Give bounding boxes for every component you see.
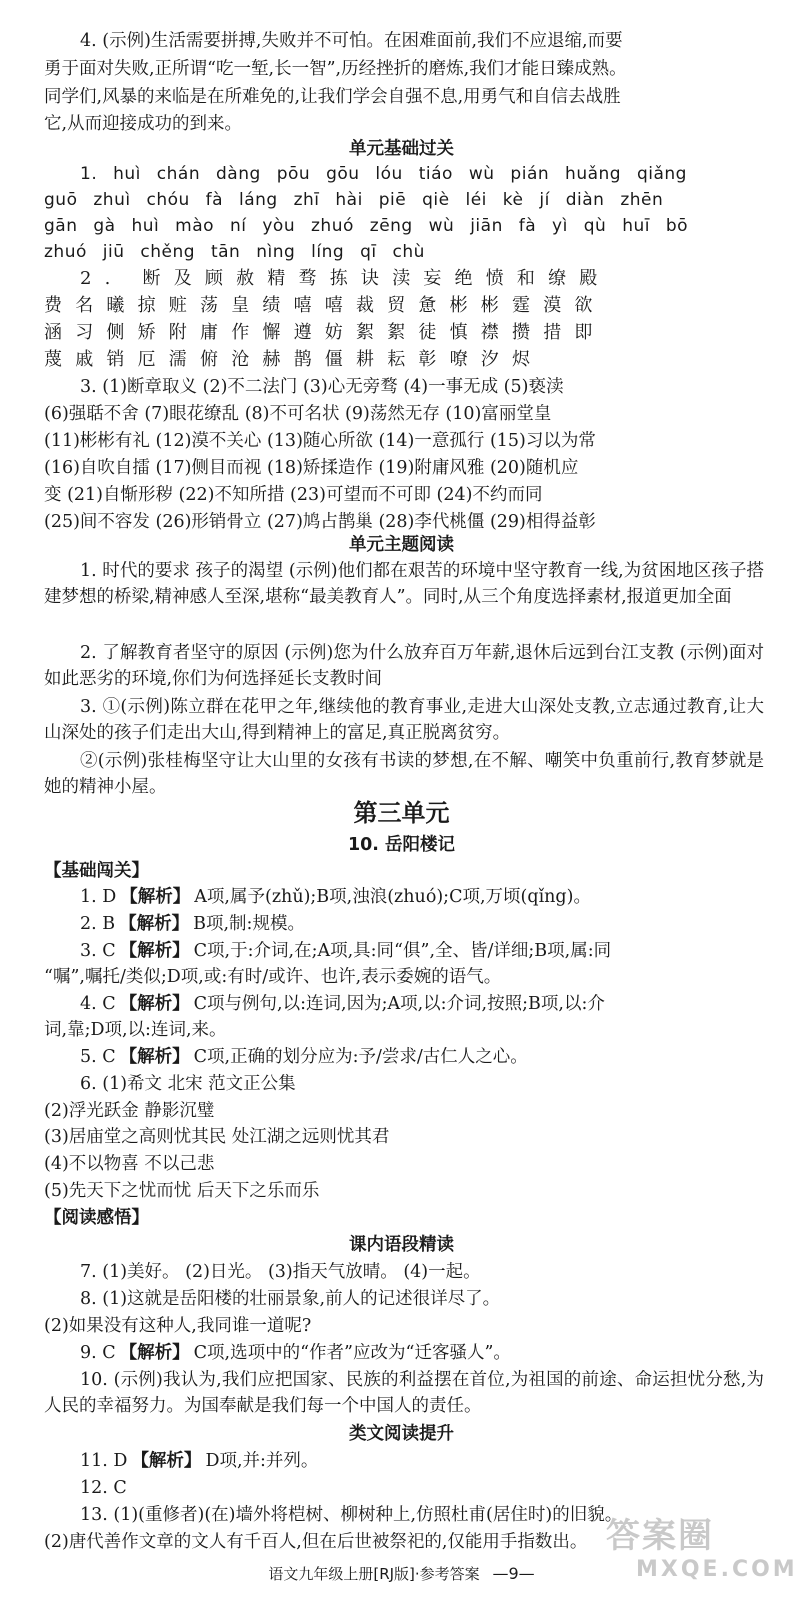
answer-13b: (2)唐代善作文章的文人有千百人,但在后世被祭祀的,仅能用手指数出。 xyxy=(44,1532,588,1552)
answer-text: C项,选项中的“作者”应改为“迁客骚人”。 xyxy=(193,1343,511,1363)
footer-label: 语文九年级上册[RJ版]·参考答案 xyxy=(268,1565,480,1583)
reading-answer-3b: ②(示例)张桂梅坚守让大山里的女孩有书读的梦想,在不解、嘲笑中负重前行,教育梦就是她的精神小屋。 xyxy=(44,751,764,797)
page-number: —9— xyxy=(492,1564,535,1583)
subsection-title-extended: 类文阅读提升 xyxy=(349,1424,454,1444)
answer-2 xyxy=(80,911,800,937)
basic-section-head: 【基础闯关】 xyxy=(44,861,149,881)
chars-line: 蔑戚销厄濡俯沧赫鹊僵耕耘彰嘹汐烬 xyxy=(44,349,544,370)
reading-answer-1: 1. 时代的要求 孩子的渴望 (示例)他们都在艰苦的环境中坚守教育一线,为贫困地区孩子搭建梦想的桥梁,精神感人至深,堪称“最美教育人”。同时,从三个角度选择素材,报道更加全面 xyxy=(44,561,764,607)
answer-text: A项,属予(zhǔ);B项,浊浪(zhuó);C项,万顷(qǐng)。 xyxy=(194,887,591,907)
answer-3 xyxy=(80,938,800,964)
jiexi-label: 【解析】 xyxy=(120,887,191,907)
answer-9 xyxy=(80,1340,800,1366)
answer-11 xyxy=(80,1448,800,1474)
answer-6-line: 6. (1)希文 北宋 范文正公集 xyxy=(80,1074,296,1094)
idiom-line: (16)自吹自擂 (17)侧目而视 (18)矫揉造作 (19)附庸风雅 (20)随机应 xyxy=(44,458,579,478)
idiom-line: (11)彬彬有礼 (12)漠不关心 (13)随心所欲 (14)一意孤行 (15)习以为常 xyxy=(44,431,596,451)
pinyin-line: gān gà huì mào ní yòu zhuó zēng wù jiān fà yì qù huī bō xyxy=(44,216,689,236)
answer-8b: (2)如果没有这种人,我同谁一道呢? xyxy=(44,1316,312,1336)
jiexi-label: 【解析】 xyxy=(119,941,190,961)
answer-1 xyxy=(80,884,800,910)
answer-10: 10. (示例)我认为,我们应把国家、民族的利益摆在首位,为祖国的前途、命运担忧分愁,为人民的幸福努力。为国奉献是我们每一个中国人的责任。 xyxy=(44,1370,764,1416)
intro-line-2: 勇于面对失败,正所谓“吃一堑,长一智”,历经挫折的磨炼,我们才能日臻成熟。 xyxy=(44,59,627,79)
answer-5 xyxy=(80,1044,800,1070)
subsection-title-inclass: 课内语段精读 xyxy=(349,1235,454,1255)
intro-line-3: 同学们,风暴的来临是在所难免的,让我们学会自强不息,用勇气和自信去战胜 xyxy=(44,87,621,107)
answer-num: 2. B xyxy=(80,914,116,934)
answer-7: 7. (1)美好。 (2)日光。 (3)指天气放晴。 (4)一起。 xyxy=(80,1262,481,1282)
idiom-line: (6)强聒不舍 (7)眼花缭乱 (8)不可名状 (9)荡然无存 (10)富丽堂皇 xyxy=(44,404,552,424)
reading-answer-3a: 3. ①(示例)陈立群在花甲之年,继续他的教育事业,走进大山深处支教,立志通过教育,让大山深处的孩子们走出大山,得到精神上的富足,真正脱离贫穷。 xyxy=(44,697,764,743)
answer-num: 9. C xyxy=(80,1343,116,1363)
chars-line: 涵习侧矫附庸作懈遵妨絮絮徒慎襟攒措即 xyxy=(44,322,606,343)
site-watermark xyxy=(606,1508,796,1598)
answer-num: 4. C xyxy=(80,994,116,1014)
pinyin-line: 1. huì chán dàng pōu gōu lóu tiáo wù pián huǎng qiǎng xyxy=(80,164,687,184)
answer-6-line: (2)浮光跃金 静影沉璧 xyxy=(44,1101,215,1121)
answer-12: 12. C xyxy=(80,1478,127,1498)
answer-text: C项与例句,以:连词,因为;A项,以:介词,按照;B项,以:介 xyxy=(193,994,605,1014)
watermark-cn: 答案圈 xyxy=(606,1516,714,1556)
answer-num: 1. D xyxy=(80,887,117,907)
watermark-en: MXQE.COM xyxy=(636,1557,798,1582)
answer-3-cont: “嘱”,嘱托/类似;D项,或:有时/或许、也许,表示委婉的语气。 xyxy=(44,967,502,987)
reading-section-head: 【阅读感悟】 xyxy=(44,1208,149,1228)
answer-text: C项,于:介词,在;A项,具:同“俱”,全、皆/详细;B项,属:同 xyxy=(193,941,612,961)
answer-text: B项,制:规模。 xyxy=(193,914,305,934)
intro-line-4: 它,从而迎接成功的到来。 xyxy=(44,114,243,134)
pinyin-line: zhuó jiū chěng tān nìng líng qī chù xyxy=(44,242,425,262)
answer-6-line: (5)先天下之忧而忧 后天下之乐而乐 xyxy=(44,1181,320,1201)
jiexi-label: 【解析】 xyxy=(119,994,190,1014)
answer-4-cont: 词,靠;D项,以:连词,来。 xyxy=(44,1020,227,1040)
jiexi-label: 【解析】 xyxy=(119,1343,190,1363)
intro-line-1: 4. (示例)生活需要拼搏,失败并不可怕。在困难面前,我们不应退缩,而要 xyxy=(80,31,623,51)
answer-6-line: (4)不以物喜 不以己悲 xyxy=(44,1154,215,1174)
chars-line: 费名曦掠赃荡皇绩嘻嘻裁贸惫彬彬霆漠欲 xyxy=(44,295,606,316)
pinyin-line: guō zhuì chóu fà láng zhī hài piē qiè léi kè jí diàn zhēn xyxy=(44,190,664,210)
answer-6-line: (3)居庙堂之高则忧其民 处江湖之远则忧其君 xyxy=(44,1127,390,1147)
reading-answer-2: 2. 了解教育者坚守的原因 (示例)您为什么放弃百万年薪,退休后远到台江支教 (示例)面对如此恶劣的环境,你们为何选择延长支教时间 xyxy=(44,643,764,689)
idiom-line: 3. (1)断章取义 (2)不二法门 (3)心无旁骛 (4)一事无成 (5)亵渎 xyxy=(80,377,564,397)
answer-13a: 13. (1)(重修者)(在)墙外将桤树、柳树种上,仿照杜甫(居住时)的旧貌。 xyxy=(80,1505,623,1525)
section-title-unit-basic: 单元基础过关 xyxy=(349,139,454,159)
jiexi-label: 【解析】 xyxy=(119,914,190,934)
answer-num: 3. C xyxy=(80,941,116,961)
unit-three-title: 第三单元 xyxy=(353,799,450,827)
idiom-line: (25)间不容发 (26)形销骨立 (27)鸠占鹊巢 (28)李代桃僵 (29)相得益彰 xyxy=(44,512,596,532)
idiom-line: 变 (21)自惭形秽 (22)不知所措 (23)可望而不可即 (24)不约而同 xyxy=(44,485,543,505)
chars-line: 2. 断及顾赦精骛拣诀渎妄绝愤和缭殿 xyxy=(80,268,611,289)
jiexi-label: 【解析】 xyxy=(119,1047,190,1067)
answer-text: C项,正确的划分应为:予/尝求/古仁人之心。 xyxy=(193,1047,528,1067)
lesson-title: 10. 岳阳楼记 xyxy=(347,835,456,855)
answer-text: D项,并:并列。 xyxy=(205,1451,319,1471)
answer-num: 11. D xyxy=(80,1451,128,1471)
answer-8a: 8. (1)这就是岳阳楼的壮丽景象,前人的记述很详尽了。 xyxy=(80,1289,501,1309)
section-title-unit-reading: 单元主题阅读 xyxy=(349,535,454,555)
answer-num: 5. C xyxy=(80,1047,116,1067)
answer-4 xyxy=(80,991,800,1017)
jiexi-label: 【解析】 xyxy=(131,1451,202,1471)
